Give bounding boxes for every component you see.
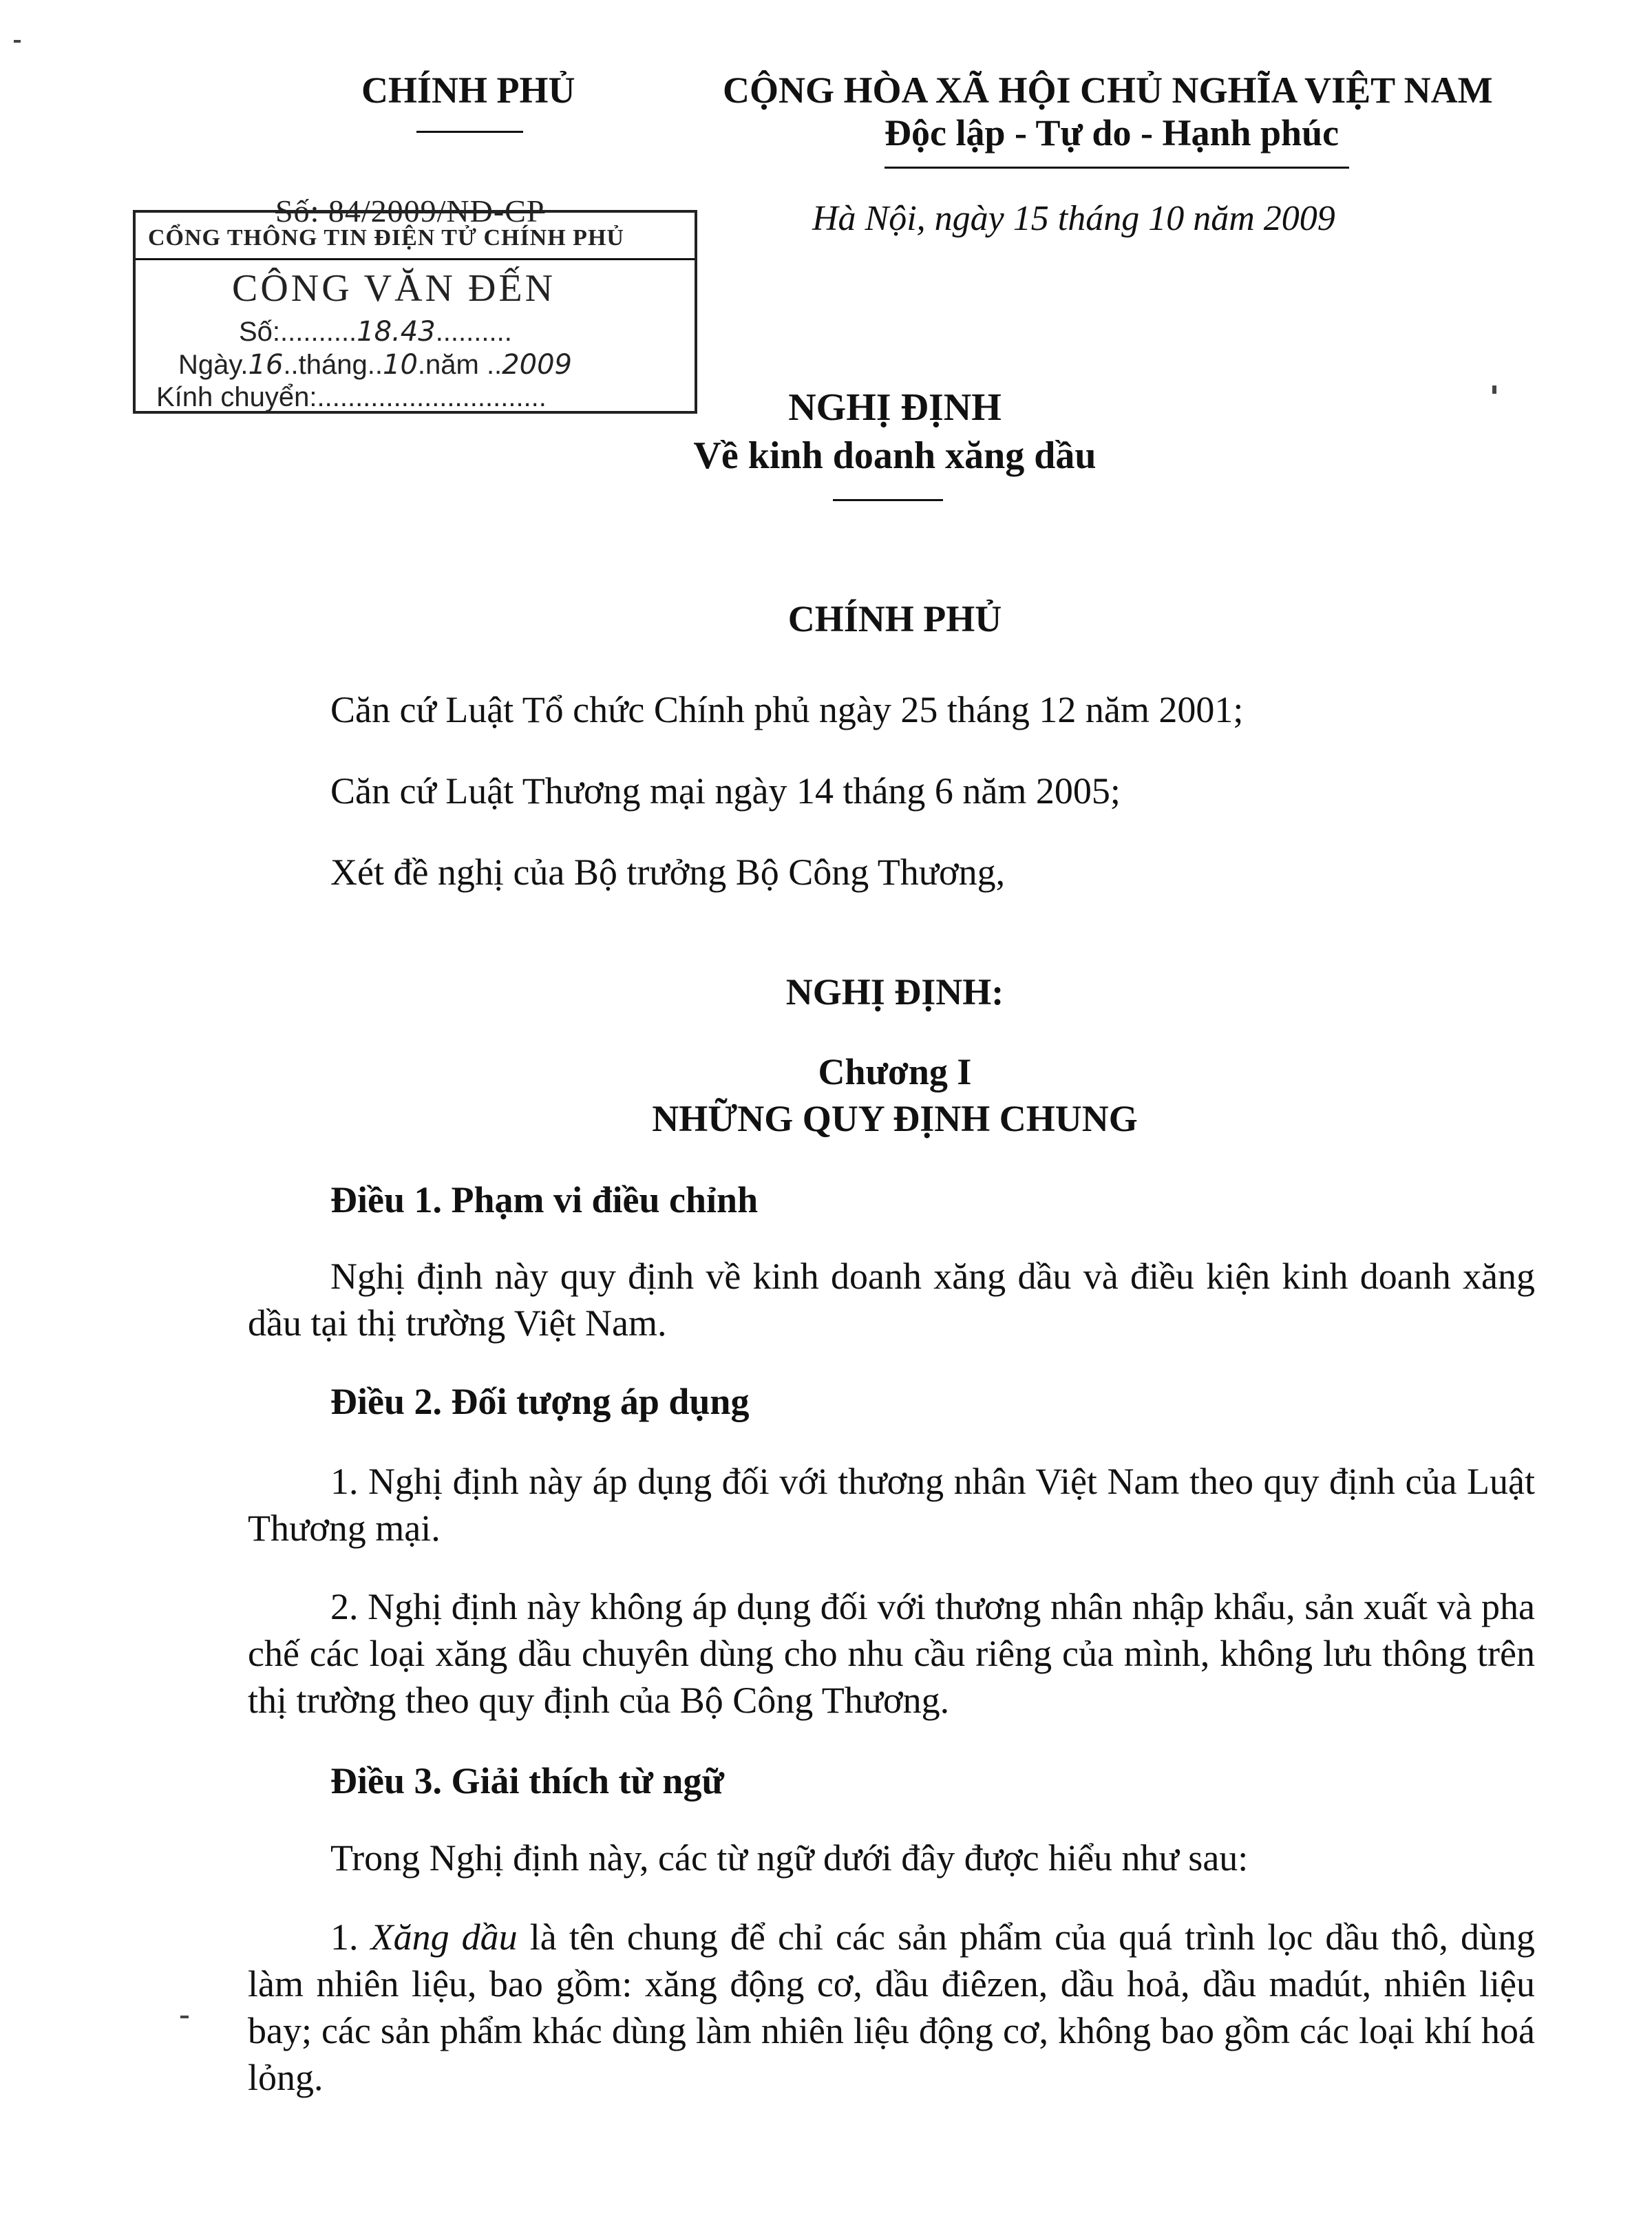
stamp-year-value: 2009 bbox=[502, 349, 572, 381]
stamp-title: CÔNG VĂN ĐẾN bbox=[232, 267, 556, 310]
article-2-title: Điều 2. Đối tượng áp dụng bbox=[330, 1381, 750, 1422]
document-type: NGHỊ ĐỊNH bbox=[788, 386, 1002, 429]
article-3-intro: Trong Nghị định này, các từ ngữ dưới đây được hiểu như sau: bbox=[330, 1837, 1249, 1879]
place-date: Hà Nội, ngày 15 tháng 10 năm 2009 bbox=[812, 199, 1335, 238]
country-name: CỘNG HÒA XÃ HỘI CHỦ NGHĨA VIỆT NAM bbox=[723, 70, 1493, 111]
article-3-item-1-term: Xăng dầu bbox=[370, 1916, 518, 1958]
motto-underline bbox=[885, 167, 1349, 169]
stamp-number-label: Số:.......... bbox=[239, 317, 357, 347]
article-3-item-1 bbox=[248, 1914, 1535, 2101]
subject-underline bbox=[833, 499, 943, 501]
issuing-agency: CHÍNH PHỦ bbox=[361, 70, 575, 111]
stamp-forward-line: Kính chuyển:.............................. bbox=[156, 382, 547, 412]
document-subject: Về kinh doanh xăng dầu bbox=[693, 434, 1097, 477]
stamp-year-label: .năm .. bbox=[417, 350, 502, 380]
stamp-month-label: ..tháng.. bbox=[283, 350, 383, 380]
decree-heading: NGHỊ ĐỊNH: bbox=[785, 971, 1004, 1013]
chapter-title: NHỮNG QUY ĐỊNH CHUNG bbox=[652, 1098, 1138, 1139]
stamp-number-line bbox=[239, 316, 512, 348]
chapter-number: Chương I bbox=[818, 1051, 972, 1092]
article-2-item-1: 1. Nghị định này áp dụng đối với thương nhân Việt Nam theo quy định của Luật Thương mại. bbox=[248, 1461, 1535, 1549]
article-1-text: Nghị định này quy định về kinh doanh xăng dầu và điều kiện kinh doanh xăng dầu tại thị trường Việt Nam. bbox=[248, 1256, 1535, 1344]
incoming-stamp bbox=[133, 210, 697, 414]
scan-speck bbox=[1492, 385, 1496, 394]
stamp-date-line bbox=[178, 349, 572, 381]
legal-basis-3: Xét đề nghị của Bộ trưởng Bộ Công Thương, bbox=[330, 852, 1006, 893]
document-number: Số: 84/2009/NĐ-CP bbox=[275, 193, 545, 229]
article-3-title: Điều 3. Giải thích từ ngữ bbox=[330, 1760, 724, 1801]
stamp-portal: CỔNG THÔNG TIN ĐIỆN TỬ CHÍNH PHỦ bbox=[148, 225, 624, 251]
stamp-number-value: 18.43 bbox=[357, 316, 436, 348]
national-motto: Độc lập - Tự do - Hạnh phúc bbox=[885, 112, 1339, 154]
stamp-number-dots: .......... bbox=[435, 317, 512, 347]
legal-basis-2: Căn cứ Luật Thương mại ngày 14 tháng 6 năm 2005; bbox=[330, 770, 1121, 812]
article-3-item-1-number: 1. bbox=[330, 1916, 359, 1958]
article-2-item-2: 2. Nghị định này không áp dụng đối với thương nhân nhập khẩu, sản xuất và pha chế các loại xăng dầu chuyên dùng cho nhu cầu riêng của mình, không lưu thông trên thị trường theo quy định của Bộ Công Thương. bbox=[248, 1586, 1535, 1721]
issuer-heading: CHÍNH PHỦ bbox=[787, 598, 1002, 639]
article-1-title: Điều 1. Phạm vi điều chỉnh bbox=[330, 1179, 759, 1220]
article-3-item-1-text: là tên chung để chỉ các sản phẩm của quá trình lọc dầu thô, dùng làm nhiên liệu, bao gồm: xăng động cơ, dầu điêzen, dầu hoả, dầu madút, nhiên liệu bay; các sản phẩm khác dùng làm nhiên liệu động cơ, không bao gồm các loại khí hoá lỏng. bbox=[248, 1916, 1535, 2098]
stamp-day-label: Ngày. bbox=[178, 350, 248, 380]
stamp-day-value: 16 bbox=[248, 349, 284, 381]
legal-basis-1: Căn cứ Luật Tổ chức Chính phủ ngày 25 tháng 12 năm 2001; bbox=[330, 689, 1244, 730]
stamp-month-value: 10 bbox=[383, 349, 418, 381]
agency-underline bbox=[416, 131, 523, 133]
stamp-divider bbox=[136, 258, 695, 260]
scan-speck bbox=[180, 2016, 189, 2018]
scan-speck bbox=[14, 40, 21, 43]
